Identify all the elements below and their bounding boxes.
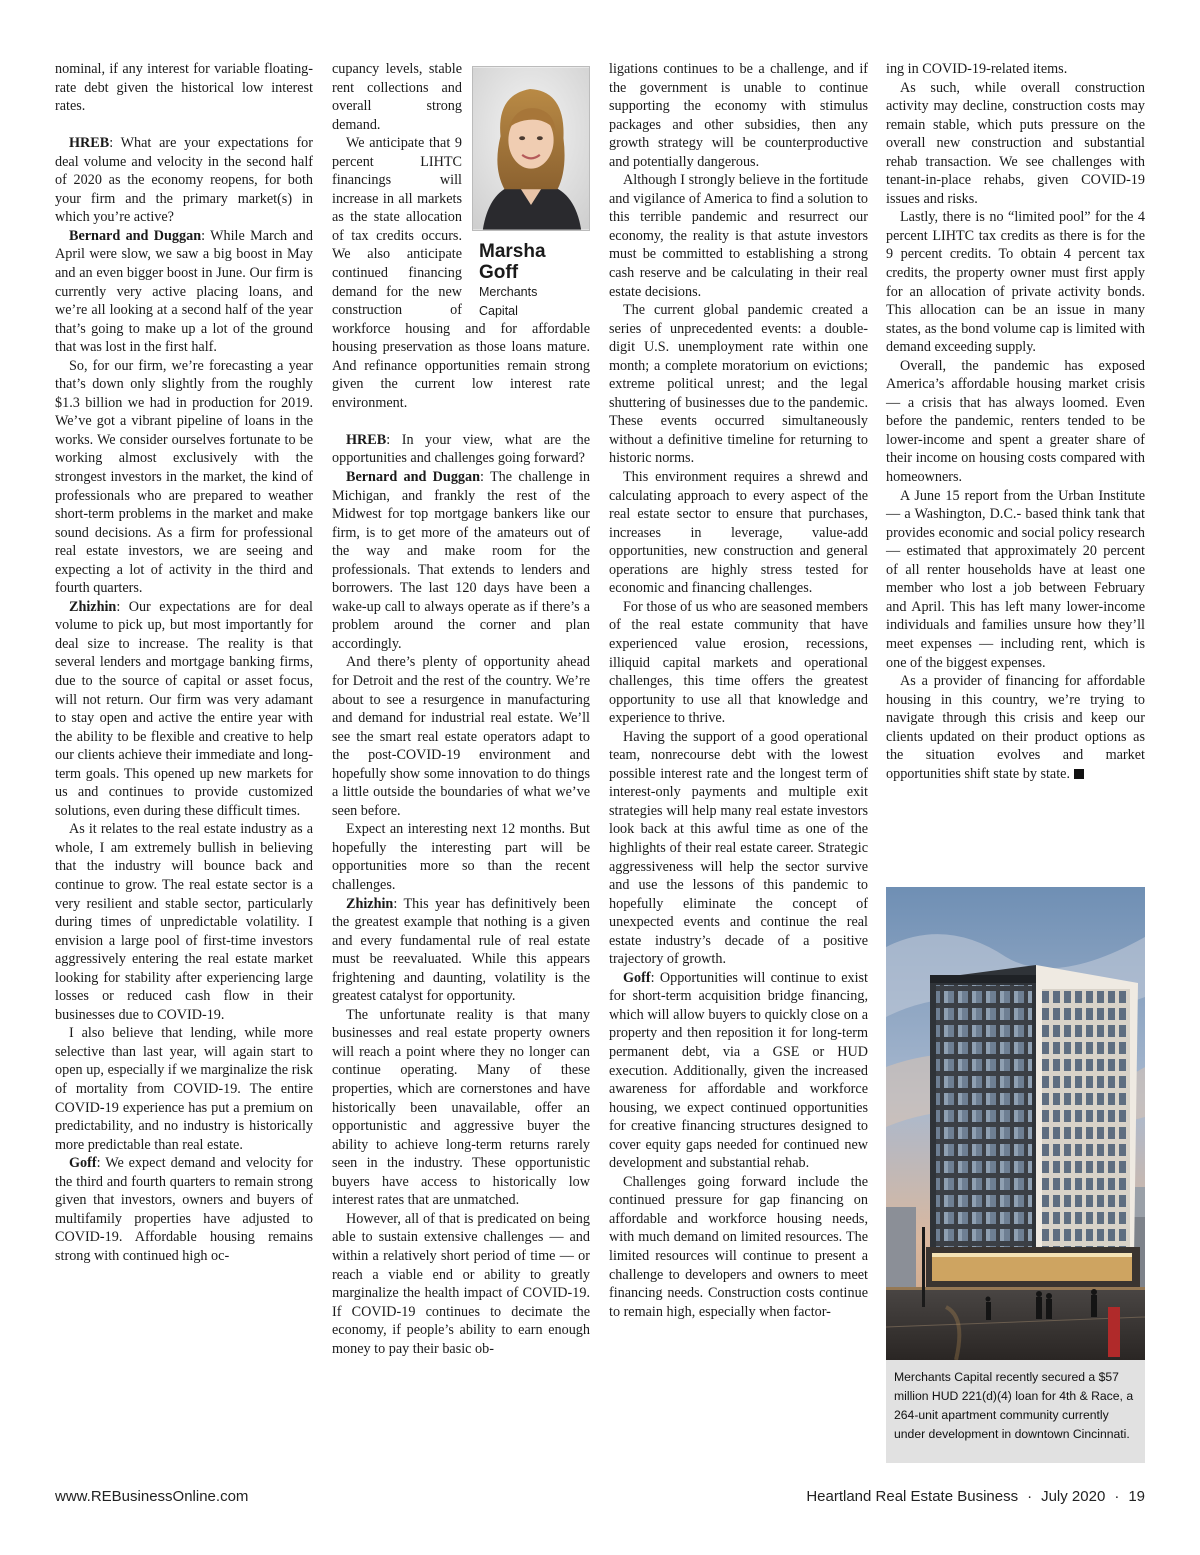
end-mark-icon (1074, 769, 1084, 779)
article-column-4 (886, 60, 1145, 783)
speaker-label: Goff (623, 969, 651, 986)
answer-paragraph: Goff: We expect demand and velocity for the third and fourth quarters to remain strong given that investors, owners and buyers of multifamily properties have adjusted to COVID-19. Affordable housing remains strong with continued high oc- (55, 1155, 313, 1264)
speaker-label: Bernard and Duggan (346, 468, 480, 485)
paragraph: cupancy levels, stable rent collections and overall strong demand. (332, 61, 462, 133)
speaker-label: HREB (346, 431, 387, 448)
separator: · (1027, 1488, 1033, 1505)
portrait-name: Marsha Goff (479, 240, 546, 283)
portrait-sidebar (472, 66, 590, 318)
separator: · (1114, 1488, 1120, 1505)
answer-paragraph: Goff: Opportunities will continue to exist for short-term acquisition bridge financing, which will allow buyers to quickly close on a property and then reposition it for long-term permanent debt, via a GSE or HUD execution. Additionally, given the increased awareness for affordable and workforce housing, we expect continued opportunities for creative financing structures designed to cover equity gaps needed for continued new development and substantial rehab. (609, 969, 868, 1172)
paragraph: Expect an interesting next 12 months. But hopefully the interesting part will be opportunities more so than the recent challenges. (332, 821, 590, 894)
paragraph: As it relates to the real estate industry as a whole, I am extremely bullish in believing that the industry will bounce back and continue to grow. The real estate sector is a very resilient and stable sector, particularly during times of unpredictable volatility. I envision a large pool of first-time investors aggressively entering the real estate market looking for stability after experiencing large losses or reduced cash flow in their businesses due to COVID-19. (55, 821, 313, 1023)
paragraph: nominal, if any interest for variable floating-rate debt given the historical low interest rates. (55, 61, 313, 115)
paragraph: ing in COVID-19-related items. (886, 61, 1068, 77)
paragraph: However, all of that is predicated on being able to sustain extensive challenges — and within a relatively short period of time — or reach a viable end or ability to greatly marginalize the health impact of COVID-19. If COVID-19 continues to decimate the economy, if people’s ability to earn enough money to pay their basic ob- (332, 1210, 590, 1357)
answer-paragraph: Zhizhin: Our expectations are for deal volume to pick up, but most importantly for deal size to increase. The reality is that several lenders and mortgage banking firms, due to the source of capital or asset focus, will not return. Our firm was very adamant to stay open and active the entire year with the ability to be flexible and creative to help our clients achieve their immediate and long-term goals. This opened up new markets for us and continues to provide customized solutions, even during these difficult times. (55, 598, 313, 819)
article-column-3 (609, 60, 868, 1321)
paragraph: The current global pandemic created a series of unprecedented events: a double-digit U.S. unemployment rate within one month; a complete moratorium on evictions; extreme political unrest; and the legal shuttering of businesses due to the pandemic. These events occurred simultaneously without a definitive timeline for returning to historic norms. (609, 302, 868, 467)
article-column-2 (332, 60, 590, 1358)
answer-paragraph: Zhizhin: This year has definitively been the greatest example that nothing is a given and every fundamental rule of real estate must be reevaluated. While this appears frightening and daunting, volatility is the greatest catalyst for opportunity. (332, 895, 590, 1005)
paragraph: A June 15 report from the Urban Institute — a Washington, D.C.- based think tank that provides economic and social policy research — estimated that approximately 20 percent of all renter households have at least one member who lost a job between February and April. This has left many lower-income individuals and families unsure how they’ll meet expenses — including rent, which is one of the biggest expenses. (886, 487, 1145, 671)
speaker-label: Zhizhin (69, 598, 117, 615)
photo-caption: Merchants Capital recently secured a $57 million HUD 221(d)(4) loan for 4th & Race, a 264-unit apartment community currently under development in downtown Cincinnati. (886, 1360, 1145, 1463)
answer-paragraph: Bernard and Duggan: While March and April were slow, we saw a big boost in May and an even bigger boost in June. Our firm is currently very active placing loans, and we’re all looking at a second half of the year that’s going to make up a lot of the ground that was lost in the first half. (55, 227, 313, 356)
paragraph: The unfortunate reality is that many businesses and real estate property owners will reach a point where they no longer can continue operating. Many of these properties, which are cornerstones and have historically been unavailable, offer an opportunistic and aggressive buyer the ability to achieve long-term returns rarely seen in the industry. These opportunistic buyers have access to historically low interest rates that are unmatched. (332, 1006, 590, 1209)
closing-paragraph: As a provider of financing for affordable housing in this country, we’re trying to navigate through this crisis and keep our clients updated on their product options as the situation evolves and market opportunities shift state by state. (886, 673, 1145, 782)
portrait-firm: Merchants Capital (479, 284, 538, 318)
paragraph: So, for our firm, we’re forecasting a year that’s down only slightly from the roughly $1.3 billion we had in production for 2019. We’ve got a vibrant pipeline of loans in the works. We consider ourselves fortunate to be working almost exclusively with the strongest investors in the market, the kind of professionals who are prepared to weather short-term problems in the market and make sound decisions. As a firm for professional real estate investors, we are seeing and expecting a lot of activity in the third and fourth quarters. (55, 357, 313, 597)
portrait-photo (472, 66, 590, 231)
paragraph: Challenges going forward include the continued pressure for gap financing on affordable and workforce housing needs, with much demand on limited resources. The limited resources will continue to present a challenge to developers and owners to meet financing needs. Construction costs continue to remain high, especially when factor- (609, 1173, 868, 1320)
paragraph: Lastly, there is no “limited pool” for the 4 percent LIHTC tax credits as there is for the 9 percent credits. To obtain 4 percent tax credits, the property owner must first apply for an allocation of private activity bonds. This allocation can be an issue in many states, as the bond volume cap is limited with demand exceeding supply. (886, 209, 1145, 356)
speaker-label: HREB (69, 135, 110, 152)
paragraph: This environment requires a shrewd and calculating approach to every aspect of the real estate sector to ensure that purchases, increases in leverage, value-add opportunities, new construction and general operations are highly stress tested for economic and financing challenges. (609, 469, 868, 597)
speaker-label: Bernard and Duggan (69, 227, 202, 244)
paragraph: Having the support of a good operational team, nonrecourse debt with the lowest possible interest rate and the longest term of interest-only payments and multiple exit strategies will help many real estate investors look back at this awful time as one of the highlights of their real estate career. Strategic aggressiveness will help the sector survive and use the lessons of this pandemic to hopefully eliminate the concept of unexpected events and continue the real estate industry’s decade of a positive trajectory of growth. (609, 728, 868, 968)
paragraph: As such, while overall construction activity may decline, construction costs may remain stable, which puts pressure on the overall new construction and substantial rehab transaction. We see challenges with tenant-in-place rehabs, given COVID-19 issues and risks. (886, 79, 1145, 207)
paragraph: I also believe that lending, while more selective than last year, will again start to open up, especially if we marginalize the risk of mortality from COVID-19. The entire COVID-19 experience has put a premium on predictability, and no industry is historically more predictable than real estate. (55, 1025, 313, 1153)
speaker-label: Goff (69, 1155, 97, 1172)
paragraph: For those of us who are seasoned members of the real estate community that have experienced value erosion, recessions, illiquid capital markets and operational challenges, this time offers the greatest opportunity to use all that knowledge and experience to thrive. (609, 598, 868, 727)
question-paragraph: HREB: In your view, what are the opportunities and challenges going forward? (332, 431, 590, 467)
paragraph: Overall, the pandemic has exposed America’s affordable housing market crisis — a crisis that has always loomed. Even before the pandemic, renters tended to be lower-income and spent a greater share of their income on housing costs compared with homeowners. (886, 357, 1145, 486)
footer-publication-info: Heartland Real Estate Business · July 2020 · 19 (806, 1488, 1145, 1505)
building-rendering-photo (886, 887, 1145, 1360)
footer-website: www.REBusinessOnline.com (55, 1488, 249, 1505)
speaker-label: Zhizhin (346, 895, 394, 912)
paragraph: We anticipate that 9 percent LIHTC financings will increase in all markets as the state allocation of tax credits occurs. We also anticipate continued financing demand for the new construction of workforce housing and for affordable housing preservation as those loans mature. And refinance opportunities remain strong given the current low interest rate environment. (332, 135, 590, 411)
paragraph: Although I strongly believe in the fortitude and vigilance of America to find a solution to this terrible pandemic and resurrect our economy, the reality is that astute investors must be committed to establishing a strong cash reserve and be calculating in their real estate decisions. (609, 172, 868, 300)
paragraph: ligations continues to be a challenge, and if the government is unable to continue supporting the economy with stimulus packages and other subsidies, then any growth strategy will be counterproductive and potentially dangerous. (609, 61, 868, 170)
question-paragraph: HREB: What are your expectations for deal volume and velocity in the second half of 2020 as the economy reopens, for both your firm and the primary market(s) in which you’re active? (55, 135, 313, 226)
paragraph: And there’s plenty of opportunity ahead for Detroit and the rest of the country. We’re about to see a resurgence in manufacturing and demand for industrial real estate. We’ll see the smart real estate operators adapt to the post-COVID-19 environment and hopefully show some innovation to do things a little outside the boundaries of what we’ve seen before. (332, 654, 590, 819)
article-column-1 (55, 60, 313, 1266)
answer-paragraph: Bernard and Duggan: The challenge in Michigan, and frankly the rest of the Midwest for top mortgage bankers like our firm, is to get more of the amateurs out of the way and make room for the professionals. That extends to lenders and borrowers. The last 120 days have been a wake-up call to always operate as if there’s a problem around the corner and plan accordingly. (332, 468, 590, 652)
page-number: 19 (1128, 1488, 1145, 1505)
